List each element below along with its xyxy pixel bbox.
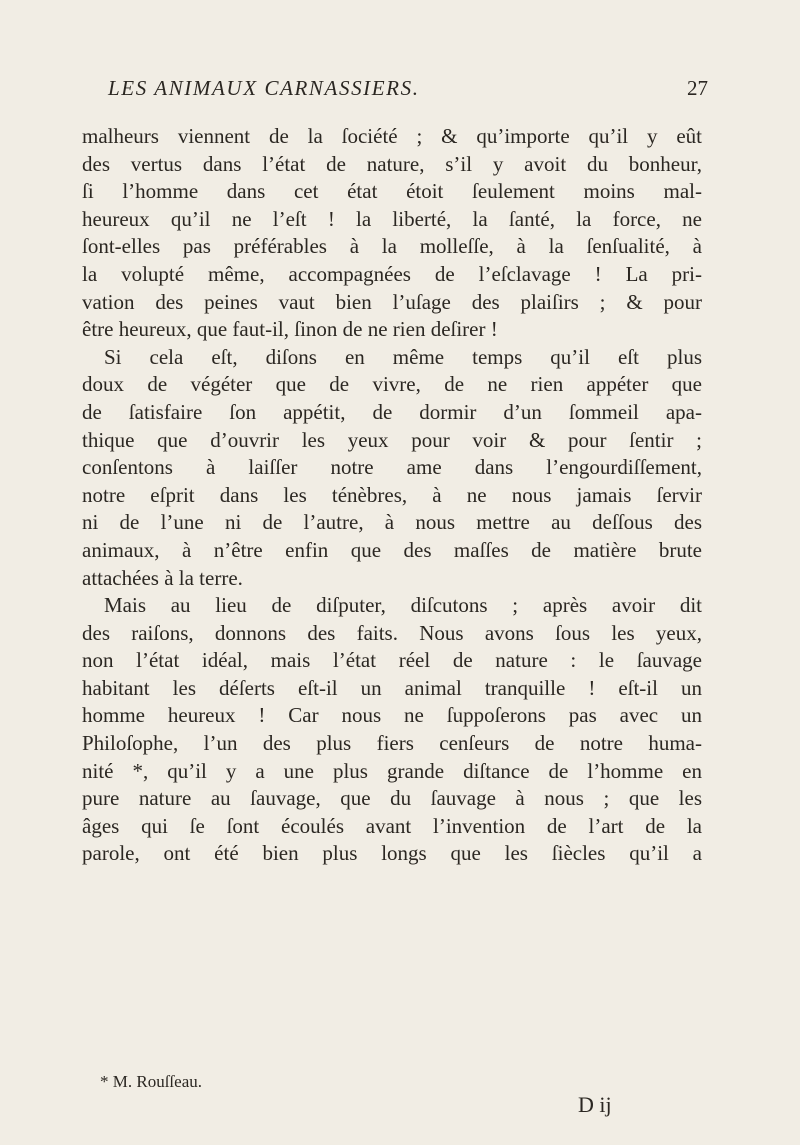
text-line: des raiſons, donnons des faits. Nous avons ſous les yeux, bbox=[82, 620, 702, 645]
text-line: ſi l’homme dans cet état étoit ſeulement moins mal- bbox=[82, 179, 702, 204]
text-line: de ſatisfaire ſon appétit, de dormir d’un ſommeil apa- bbox=[82, 399, 702, 424]
text-line: attachées à la terre. bbox=[82, 565, 243, 590]
text-line: être heureux, que faut-il, ſinon de ne rien deſirer ! bbox=[82, 317, 498, 342]
page-number: 27 bbox=[687, 76, 708, 100]
running-head-title: LES ANIMAUX CARNASSIERS. bbox=[108, 76, 420, 100]
text-line: Si cela eſt, diſons en même temps qu’il eſt plus bbox=[104, 344, 702, 369]
text-line: vation des peines vaut bien l’uſage des plaiſirs ; & pour bbox=[82, 289, 702, 314]
text-line: homme heureux ! Car nous ne ſuppoſerons pas avec un bbox=[82, 703, 702, 728]
text-line: ni de l’une ni de l’autre, à nous mettre au deſſous des bbox=[82, 510, 702, 535]
text-line: ſont-elles pas préférables à la molleſſe, à la ſenſualité, à bbox=[82, 234, 702, 259]
text-line: la volupté même, accompagnées de l’eſclavage ! La pri- bbox=[82, 261, 702, 286]
text-line: notre eſprit dans les ténèbres, à ne nous jamais ſervir bbox=[82, 482, 702, 507]
text-line: animaux, à n’être enfin que des maſſes de matière brute bbox=[82, 537, 702, 562]
text-line: pure nature au ſauvage, que du ſauvage à nous ; que les bbox=[82, 786, 702, 811]
text-line: parole, ont été bien plus longs que les ſiècles qu’il a bbox=[82, 841, 702, 866]
text-line: thique que d’ouvrir les yeux pour voir & pour ſentir ; bbox=[82, 427, 702, 452]
body-text bbox=[82, 123, 702, 868]
text-line: malheurs viennent de la ſociété ; & qu’importe qu’il y eût bbox=[82, 124, 702, 148]
paragraph bbox=[82, 592, 702, 868]
text-line: non l’état idéal, mais l’état réel de nature : le ſauvage bbox=[82, 648, 702, 673]
text-line: nité *, qu’il y a une plus grande diſtance de l’homme en bbox=[82, 758, 702, 783]
text-line: âges qui ſe ſont écoulés avant l’invention de l’art de la bbox=[82, 813, 702, 838]
text-line: conſentons à laiſſer notre ame dans l’engourdiſſement, bbox=[82, 455, 702, 480]
text-line: heureux qu’il ne l’eſt ! la liberté, la ſanté, la force, ne bbox=[82, 206, 702, 231]
paragraph bbox=[82, 123, 702, 344]
footnote: * M. Rouſſeau. bbox=[100, 1072, 202, 1091]
text-line: Mais au lieu de diſputer, diſcutons ; après avoir dit bbox=[104, 593, 702, 618]
text-line: des vertus dans l’état de nature, s’il y avoit du bonheur, bbox=[82, 151, 702, 176]
text-line: Philoſophe, l’un des plus fiers cenſeurs de notre huma- bbox=[82, 731, 702, 756]
text-line: habitant les déſerts eſt-il un animal tranquille ! eſt-il un bbox=[82, 675, 702, 700]
signature-mark: D ij bbox=[578, 1092, 612, 1117]
paragraph bbox=[82, 344, 702, 592]
text-line: doux de végéter que de vivre, de ne rien appéter que bbox=[82, 372, 702, 397]
